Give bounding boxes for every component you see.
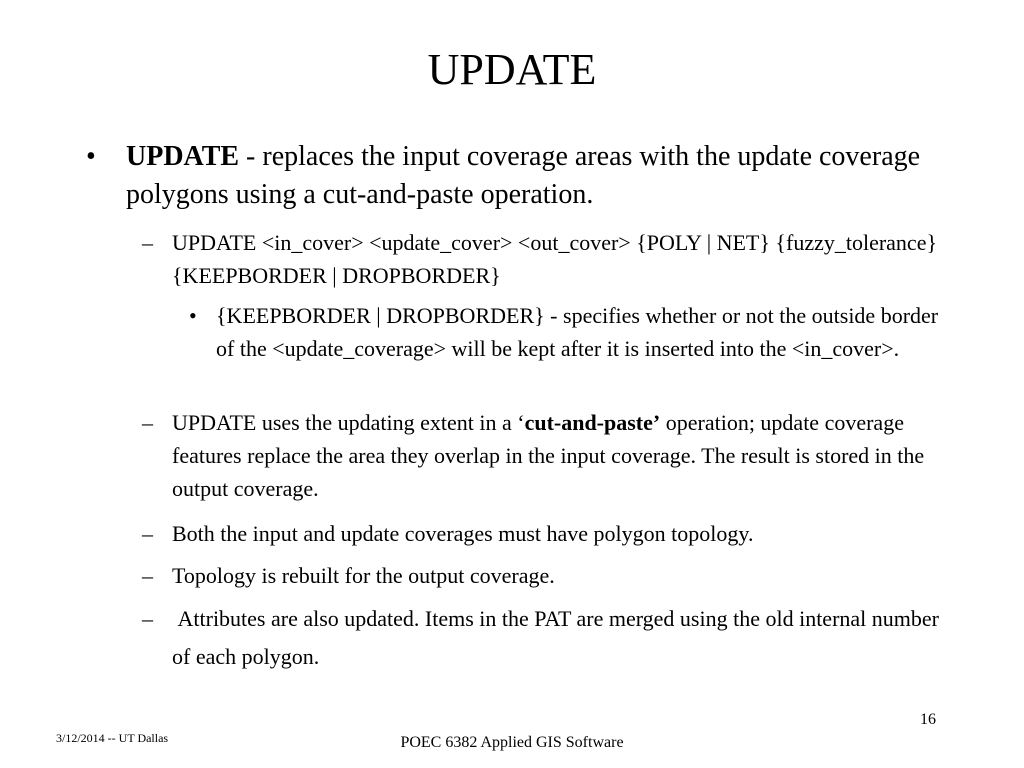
dash-marker: – bbox=[142, 410, 153, 435]
sub-bullet-text-post: operation; update coverage features replace the area they overlap in the input coverage. The result is stored in the output coverage. bbox=[172, 410, 925, 501]
sub-sub-bullet-text: {KEEPBORDER | DROPBORDER} - specifies whether or not the outside border of the <update_coverage> will be kept after it is inserted into the <in_cover>. bbox=[216, 303, 939, 361]
bullet-bold-term: UPDATE bbox=[126, 141, 240, 172]
bullet-update-description bbox=[86, 138, 926, 214]
bullet-text: - replaces the input coverage areas with the update coverage polygons using a cut-and-paste operation. bbox=[126, 141, 921, 210]
slide-number: 16 bbox=[920, 711, 936, 728]
sub-bullet-text: Topology is rebuilt for the output coverage. bbox=[172, 563, 555, 588]
sub-bullet-topology-rebuilt bbox=[142, 559, 942, 592]
sub-bullet-text: Attributes are also updated. Items in the PAT are merged using the old internal number of each polygon. bbox=[172, 606, 945, 669]
sub-bullet-topology-requirement bbox=[142, 517, 942, 550]
sub-bullet-text: UPDATE <in_cover> <update_cover> <out_cover> {POLY | NET} {fuzzy_tolerance} {KEEPBORDER | DROPBORDER} bbox=[172, 230, 938, 288]
bullet-marker: • bbox=[86, 141, 96, 172]
bullet-marker: • bbox=[189, 303, 197, 328]
sub-bullet-cut-and-paste bbox=[142, 406, 942, 505]
footer-course: POEC 6382 Applied GIS Software bbox=[400, 734, 624, 751]
slide-title: UPDATE bbox=[427, 45, 597, 94]
footer-date: 3/12/2014 -- UT Dallas bbox=[56, 731, 169, 745]
sub-sub-bullet-border-option bbox=[189, 299, 946, 365]
sub-bullet-text: Both the input and update coverages must have polygon topology. bbox=[172, 521, 754, 546]
dash-marker: – bbox=[142, 230, 153, 255]
dash-marker: – bbox=[142, 606, 153, 631]
sub-bullet-text-pre: UPDATE uses the updating extent in a ‘ bbox=[172, 410, 525, 435]
dash-marker: – bbox=[142, 521, 153, 546]
sub-bullet-syntax bbox=[142, 226, 942, 292]
dash-marker: – bbox=[142, 563, 153, 588]
sub-bullet-attributes bbox=[142, 600, 945, 676]
sub-bullet-bold-term: cut-and-paste’ bbox=[524, 410, 661, 435]
